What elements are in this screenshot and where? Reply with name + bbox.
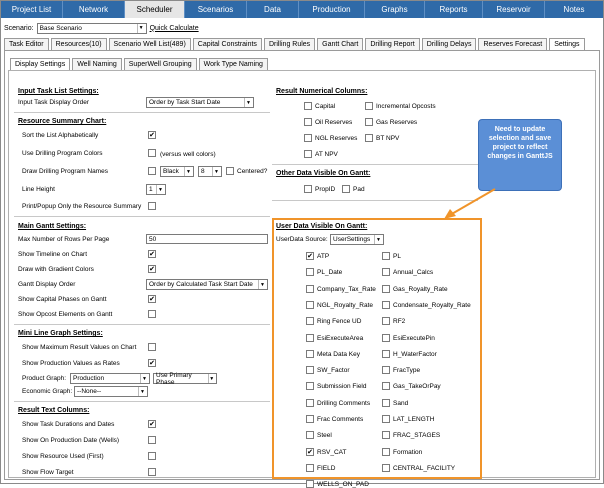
user-data-checkbox[interactable] xyxy=(382,301,390,309)
user-data-checkbox[interactable] xyxy=(306,317,314,325)
show-timeline-label: Show Timeline on Chart xyxy=(18,251,88,258)
ngl-reserves-checkbox[interactable] xyxy=(304,134,312,142)
print-only-checkbox[interactable] xyxy=(148,202,156,210)
durations-label: Show Task Durations and Dates xyxy=(22,421,115,428)
max-result-label: Show Maximum Result Values on Chart xyxy=(22,344,137,351)
user-data-label: NGL_Royalty_Rate xyxy=(317,302,373,309)
check-icon: ✔ xyxy=(307,252,313,260)
quick-calculate-link[interactable]: Quick Calculate xyxy=(149,24,199,32)
draw-names-label: Draw Drilling Program Names xyxy=(22,168,108,175)
user-data-checkbox[interactable] xyxy=(306,431,314,439)
user-data-checkbox[interactable] xyxy=(306,382,314,390)
nav-production[interactable]: Production xyxy=(299,1,365,18)
nav-project-list[interactable]: Project List xyxy=(1,1,63,18)
tab-well-naming[interactable]: Well Naming xyxy=(72,58,122,70)
max-rows-label: Max Number of Rows Per Page xyxy=(18,236,110,243)
user-data-checkbox[interactable] xyxy=(306,301,314,309)
resource-used-checkbox[interactable] xyxy=(148,452,156,460)
userdata-source-value: UserSettings xyxy=(333,236,371,243)
name-size-value: 8 xyxy=(201,168,205,175)
input-task-order-label: Input Task Display Order xyxy=(18,99,90,106)
user-data-label: PL xyxy=(393,253,401,260)
check-icon: ✔ xyxy=(149,131,155,139)
user-data-label: FracType xyxy=(393,367,421,374)
sub-tabs xyxy=(10,58,268,70)
user-data-checkbox[interactable] xyxy=(382,464,390,472)
print-only-label: Print/Popup Only the Resource Summary xyxy=(22,203,142,210)
sort-alpha-label: Sort the List Alphabetically xyxy=(22,132,99,139)
user-data-label: Submission Field xyxy=(317,383,367,390)
incremental-opcosts-label: Incremental Opcosts xyxy=(376,103,436,110)
other-data-title: Other Data Visible On Gantt: xyxy=(276,170,371,177)
chevron-down-icon: ▼ xyxy=(212,167,220,176)
check-icon: ✔ xyxy=(149,265,155,273)
capital-label: Capital xyxy=(315,103,336,110)
product-graph-label: Product Graph: xyxy=(22,375,67,382)
on-production-label: Show On Production Date (Wells) xyxy=(22,437,120,444)
top-nav xyxy=(1,1,603,18)
opcost-checkbox[interactable] xyxy=(148,310,156,318)
user-data-label: RSV_CAT xyxy=(317,449,347,456)
chevron-down-icon: ▼ xyxy=(137,24,145,33)
economic-graph-value: --None-- xyxy=(77,388,102,395)
opcost-label: Show Opcost Elements on Gantt xyxy=(18,311,113,318)
nav-graphs[interactable]: Graphs xyxy=(365,1,425,18)
nav-reservoir[interactable]: Reservoir xyxy=(483,1,545,18)
tab-reserves-forecast[interactable]: Reserves Forecast xyxy=(478,38,547,50)
bt-npv-checkbox[interactable] xyxy=(365,134,373,142)
flow-target-label: Show Flow Target xyxy=(22,469,74,476)
tab-work-type-naming[interactable]: Work Type Naming xyxy=(199,58,268,70)
user-data-label: WELLS_ON_PAD xyxy=(317,481,369,488)
tab-task-editor[interactable]: Task Editor xyxy=(4,38,49,50)
user-data-checkbox[interactable] xyxy=(306,464,314,472)
pad-checkbox[interactable] xyxy=(342,185,350,193)
phase-value: Use Primary Phase xyxy=(156,371,192,386)
nav-scheduler[interactable]: Scheduler xyxy=(125,1,185,18)
user-data-checkbox[interactable] xyxy=(306,252,314,260)
user-data-checkbox[interactable] xyxy=(382,415,390,423)
user-data-label: Condensate_Royalty_Rate xyxy=(393,302,471,309)
user-data-label: Drilling Comments xyxy=(317,400,371,407)
userdata-source-label: UserData Source: xyxy=(276,236,328,243)
user-data-checkbox[interactable] xyxy=(382,448,390,456)
rates-label: Show Production Values as Rates xyxy=(22,360,120,367)
divider xyxy=(14,324,270,325)
divider xyxy=(14,112,270,113)
nav-data[interactable]: Data xyxy=(247,1,299,18)
user-data-checkbox[interactable] xyxy=(382,285,390,293)
product-graph-select[interactable] xyxy=(70,373,150,384)
at-npv-label: AT NPV xyxy=(315,151,338,158)
user-data-label: Sand xyxy=(393,400,409,407)
durations-checkbox[interactable] xyxy=(148,420,156,428)
user-data-checkbox[interactable] xyxy=(306,268,314,276)
nav-reports[interactable]: Reports xyxy=(425,1,483,18)
name-size-select[interactable] xyxy=(198,166,222,177)
main-gantt-title: Main Gantt Settings: xyxy=(18,223,87,230)
user-data-checkbox[interactable] xyxy=(306,415,314,423)
scenario-row xyxy=(4,22,199,34)
nav-scenarios[interactable]: Scenarios xyxy=(185,1,247,18)
resource-summary-title: Resource Summary Chart: xyxy=(18,118,107,125)
gradient-label: Draw with Gradient Colors xyxy=(18,266,94,273)
gradient-checkbox[interactable] xyxy=(148,265,156,273)
show-timeline-checkbox[interactable] xyxy=(148,250,156,258)
user-data-label: Company_Tax_Rate xyxy=(317,286,376,293)
user-data-label: LAT_LENGTH xyxy=(393,416,435,423)
sort-alpha-checkbox[interactable] xyxy=(148,131,156,139)
check-icon: ✔ xyxy=(149,295,155,303)
gantt-order-label: Gantt Display Order xyxy=(18,281,76,288)
draw-names-checkbox[interactable] xyxy=(148,167,156,175)
max-result-checkbox[interactable] xyxy=(148,343,156,351)
nav-notes[interactable]: Notes xyxy=(563,5,585,14)
user-data-checkbox[interactable] xyxy=(382,350,390,358)
product-graph-value: Production xyxy=(73,375,105,382)
line-height-label: Line Height xyxy=(22,186,55,193)
phase-select[interactable] xyxy=(153,373,217,384)
propid-checkbox[interactable] xyxy=(304,185,312,193)
user-data-checkbox[interactable] xyxy=(382,252,390,260)
gantt-order-value: Order by Calculated Task Start Date xyxy=(149,281,253,288)
rates-checkbox[interactable] xyxy=(148,359,156,367)
user-data-checkbox[interactable] xyxy=(382,268,390,276)
user-data-checkbox[interactable] xyxy=(382,366,390,374)
userdata-source-select[interactable] xyxy=(330,234,384,245)
tab-drilling-rules[interactable]: Drilling Rules xyxy=(264,38,315,50)
check-icon: ✔ xyxy=(149,420,155,428)
on-production-checkbox[interactable] xyxy=(148,436,156,444)
user-data-label: Annual_Calcs xyxy=(393,269,434,276)
tab-settings[interactable]: Settings xyxy=(549,38,584,50)
user-data-checkbox[interactable] xyxy=(306,285,314,293)
versus-label: (versus well colors) xyxy=(160,151,216,158)
economic-graph-label: Economic Graph: xyxy=(22,388,73,395)
user-data-label: CENTRAL_FACILITY xyxy=(393,465,456,472)
user-data-label: EsiExecuteArea xyxy=(317,335,364,342)
use-colors-checkbox[interactable] xyxy=(148,149,156,157)
user-data-checkbox[interactable] xyxy=(382,382,390,390)
user-data-label: ATP xyxy=(317,253,330,260)
chevron-down-icon: ▼ xyxy=(184,167,192,176)
tab-gantt-chart[interactable]: Gantt Chart xyxy=(317,38,363,50)
divider xyxy=(14,401,270,402)
name-color-select[interactable] xyxy=(160,166,194,177)
user-data-label: Steel xyxy=(317,432,332,439)
user-data-checkbox[interactable] xyxy=(306,448,314,456)
user-data-checkbox[interactable] xyxy=(306,334,314,342)
user-data-label: EsiExecutePin xyxy=(393,335,435,342)
centered-checkbox[interactable] xyxy=(226,167,234,175)
divider xyxy=(272,164,478,165)
user-data-checkbox[interactable] xyxy=(306,350,314,358)
user-data-checkbox[interactable] xyxy=(306,366,314,374)
user-data-label: SW_Factor xyxy=(317,367,350,374)
user-data-checkbox[interactable] xyxy=(382,317,390,325)
check-icon: ✔ xyxy=(149,250,155,258)
user-data-label: PL_Date xyxy=(317,269,343,276)
tab-capital-constraints[interactable]: Capital Constraints xyxy=(193,38,262,50)
oil-reserves-checkbox[interactable] xyxy=(304,118,312,126)
pad-label: Pad xyxy=(353,186,365,193)
user-data-label: Gas_Royalty_Rate xyxy=(393,286,448,293)
user-data-highlight xyxy=(272,218,482,479)
propid-label: PropID xyxy=(315,186,336,193)
user-data-checkbox[interactable] xyxy=(306,480,314,488)
gas-reserves-label: Gas Reserves xyxy=(376,119,418,126)
user-data-label: Meta Data Key xyxy=(317,351,360,358)
tab-superwell-grouping[interactable]: SuperWell Grouping xyxy=(124,58,197,70)
chevron-down-icon: ▼ xyxy=(156,185,164,194)
user-data-label: RF2 xyxy=(393,318,406,325)
scenario-label: Scenario: xyxy=(4,24,34,32)
input-task-order-value: Order by Task Start Date xyxy=(149,99,221,106)
name-color-value: Black xyxy=(163,168,179,175)
user-data-label: H_WaterFactor xyxy=(393,351,437,358)
scenario-select[interactable] xyxy=(37,23,147,34)
user-data-label: FRAC_STAGES xyxy=(393,432,441,439)
input-task-order-select[interactable] xyxy=(146,97,254,108)
centered-label: Centered? xyxy=(237,168,268,175)
economic-graph-select[interactable] xyxy=(74,386,148,397)
tab-scenario-well-list[interactable]: Scenario Well List(489) xyxy=(109,38,191,50)
chevron-down-icon: ▼ xyxy=(374,235,382,244)
line-height-value: 1 xyxy=(149,186,153,193)
divider xyxy=(14,216,270,217)
chevron-down-icon: ▼ xyxy=(140,374,148,383)
check-icon: ✔ xyxy=(149,359,155,367)
user-data-title: User Data Visible On Gantt: xyxy=(276,223,368,230)
resource-used-label: Show Resource Used (First) xyxy=(22,453,104,460)
user-data-label: FIELD xyxy=(317,465,336,472)
mini-line-title: Mini Line Graph Settings: xyxy=(18,330,103,337)
oil-reserves-label: Oil Reserves xyxy=(315,119,353,126)
capital-checkbox[interactable] xyxy=(304,102,312,110)
user-data-checkbox[interactable] xyxy=(306,399,314,407)
result-text-title: Result Text Columns: xyxy=(18,407,90,414)
check-icon: ✔ xyxy=(307,448,313,456)
chevron-down-icon: ▼ xyxy=(209,375,215,382)
chevron-down-icon: ▼ xyxy=(244,98,252,107)
chevron-down-icon: ▼ xyxy=(258,280,266,289)
user-data-label: Gas_TakeOrPay xyxy=(393,383,441,390)
incremental-opcosts-checkbox[interactable] xyxy=(365,102,373,110)
tab-drilling-report[interactable]: Drilling Report xyxy=(365,38,419,50)
at-npv-checkbox[interactable] xyxy=(304,150,312,158)
tab-drilling-delays[interactable]: Drilling Delays xyxy=(422,38,477,50)
tab-display-settings[interactable]: Display Settings xyxy=(10,58,70,70)
max-rows-input[interactable]: 50 xyxy=(146,234,268,244)
use-colors-label: Use Drilling Program Colors xyxy=(22,150,103,157)
gas-reserves-checkbox[interactable] xyxy=(365,118,373,126)
chevron-down-icon: ▼ xyxy=(138,387,146,396)
scenario-value: Base Scenario xyxy=(39,24,82,32)
user-data-checkbox[interactable] xyxy=(382,334,390,342)
gantt-order-select[interactable] xyxy=(146,279,268,290)
result-numerical-title: Result Numerical Columns: xyxy=(276,88,368,95)
capital-phases-checkbox[interactable] xyxy=(148,295,156,303)
callout-arrow-icon xyxy=(440,185,500,221)
input-task-title: Input Task List Settings: xyxy=(18,88,99,95)
ngl-reserves-label: NGL Reserves xyxy=(315,135,358,142)
nav-network[interactable]: Network xyxy=(63,1,125,18)
user-data-checkbox[interactable] xyxy=(382,399,390,407)
capital-phases-label: Show Capital Phases on Gantt xyxy=(18,296,107,303)
tab-resources[interactable]: Resources(10) xyxy=(51,38,107,50)
user-data-label: Frac Comments xyxy=(317,416,364,423)
flow-target-checkbox[interactable] xyxy=(148,468,156,476)
user-data-label: Ring Fence UD xyxy=(317,318,362,325)
annotation-callout: Need to update selection and save project to reflect changes in GanttJS xyxy=(478,119,562,191)
user-data-checkbox[interactable] xyxy=(382,431,390,439)
line-height-select[interactable] xyxy=(146,184,166,195)
user-data-label: Formation xyxy=(393,449,423,456)
bt-npv-label: BT NPV xyxy=(376,135,400,142)
main-tabs xyxy=(4,38,585,50)
